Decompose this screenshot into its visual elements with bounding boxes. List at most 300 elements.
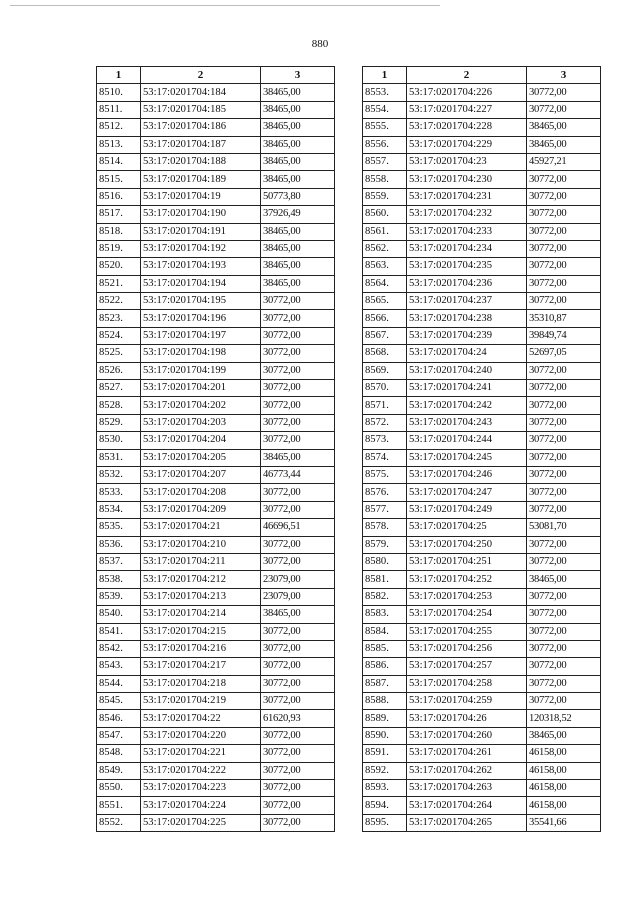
cadastral-value: 30772,00	[261, 380, 335, 397]
row-number: 8548.	[97, 745, 141, 762]
table-header-row	[363, 67, 601, 84]
cadastral-value: 30772,00	[261, 727, 335, 744]
row-number: 8564.	[363, 275, 407, 292]
header-col-1: 1	[363, 67, 407, 84]
table-row	[363, 397, 601, 414]
cadastral-value: 30772,00	[261, 432, 335, 449]
cadastral-value: 30772,00	[527, 258, 601, 275]
table-row	[97, 240, 335, 257]
row-number: 8512.	[97, 119, 141, 136]
table-row	[97, 745, 335, 762]
table-body-right	[363, 84, 601, 832]
header-col-2: 2	[141, 67, 261, 84]
cadastral-value: 30772,00	[261, 658, 335, 675]
table-row	[97, 136, 335, 153]
table-row	[363, 223, 601, 240]
table-row	[363, 327, 601, 344]
row-number: 8545.	[97, 693, 141, 710]
cadastral-value: 30772,00	[261, 310, 335, 327]
row-number: 8562.	[363, 240, 407, 257]
cadastral-value: 38465,00	[261, 275, 335, 292]
cadastral-number: 53:17:0201704:193	[141, 258, 261, 275]
table-row	[97, 432, 335, 449]
cadastral-number: 53:17:0201704:263	[407, 780, 527, 797]
table-row	[97, 449, 335, 466]
table-row	[97, 206, 335, 223]
cadastral-number: 53:17:0201704:218	[141, 675, 261, 692]
row-number: 8556.	[363, 136, 407, 153]
cadastral-value: 46158,00	[527, 762, 601, 779]
table-row	[363, 136, 601, 153]
cadastral-value: 38465,00	[261, 119, 335, 136]
table-row	[363, 275, 601, 292]
cadastral-value: 30772,00	[527, 675, 601, 692]
cadastral-value: 38465,00	[261, 223, 335, 240]
cadastral-value: 38465,00	[261, 240, 335, 257]
table-row	[97, 397, 335, 414]
row-number: 8541.	[97, 623, 141, 640]
cadastral-value: 30772,00	[527, 484, 601, 501]
table-row	[363, 536, 601, 553]
row-number: 8578.	[363, 519, 407, 536]
cadastral-value: 38465,00	[261, 171, 335, 188]
header-col-3: 3	[261, 67, 335, 84]
row-number: 8557.	[363, 153, 407, 170]
row-number: 8566.	[363, 310, 407, 327]
cadastral-value: 30772,00	[261, 623, 335, 640]
table-body-left	[97, 84, 335, 832]
cadastral-number: 53:17:0201704:226	[407, 84, 527, 101]
cadastral-value: 30772,00	[261, 293, 335, 310]
header-col-3: 3	[527, 67, 601, 84]
table-row	[363, 310, 601, 327]
table-row	[97, 101, 335, 118]
row-number: 8542.	[97, 640, 141, 657]
row-number: 8547.	[97, 727, 141, 744]
row-number: 8588.	[363, 693, 407, 710]
cadastral-value: 35541,66	[527, 814, 601, 831]
cadastral-number: 53:17:0201704:211	[141, 553, 261, 570]
row-number: 8582.	[363, 588, 407, 605]
table-row	[363, 380, 601, 397]
cadastral-number: 53:17:0201704:258	[407, 675, 527, 692]
cadastral-value: 30772,00	[261, 780, 335, 797]
row-number: 8510.	[97, 84, 141, 101]
row-number: 8575.	[363, 466, 407, 483]
table-row	[363, 693, 601, 710]
table-row	[97, 188, 335, 205]
cadastral-value: 30772,00	[527, 275, 601, 292]
cadastral-value: 50773,80	[261, 188, 335, 205]
row-number: 8540.	[97, 606, 141, 623]
cadastral-number: 53:17:0201704:217	[141, 658, 261, 675]
cadastral-value: 30772,00	[261, 327, 335, 344]
table-row	[363, 675, 601, 692]
row-number: 8539.	[97, 588, 141, 605]
cadastral-number: 53:17:0201704:203	[141, 414, 261, 431]
cadastral-number: 53:17:0201704:188	[141, 153, 261, 170]
table-row	[97, 571, 335, 588]
cadastral-value: 30772,00	[261, 414, 335, 431]
row-number: 8593.	[363, 780, 407, 797]
row-number: 8551.	[97, 797, 141, 814]
row-number: 8530.	[97, 432, 141, 449]
cadastral-number: 53:17:0201704:235	[407, 258, 527, 275]
cadastral-value: 30772,00	[527, 432, 601, 449]
row-number: 8581.	[363, 571, 407, 588]
cadastral-number: 53:17:0201704:240	[407, 362, 527, 379]
row-number: 8584.	[363, 623, 407, 640]
cadastral-value: 120318,52	[527, 710, 601, 727]
cadastral-number: 53:17:0201704:21	[141, 519, 261, 536]
row-number: 8579.	[363, 536, 407, 553]
table-row	[97, 119, 335, 136]
cadastral-value: 30772,00	[261, 762, 335, 779]
table-row	[97, 675, 335, 692]
cadastral-value: 30772,00	[261, 397, 335, 414]
cadastral-value: 30772,00	[261, 693, 335, 710]
cadastral-number: 53:17:0201704:221	[141, 745, 261, 762]
cadastral-number: 53:17:0201704:238	[407, 310, 527, 327]
cadastral-value: 30772,00	[261, 675, 335, 692]
cadastral-number: 53:17:0201704:259	[407, 693, 527, 710]
cadastral-number: 53:17:0201704:245	[407, 449, 527, 466]
cadastral-value: 46158,00	[527, 797, 601, 814]
table-row	[363, 258, 601, 275]
cadastral-value: 38465,00	[527, 119, 601, 136]
scan-artifact-line	[10, 5, 440, 6]
table-row	[97, 727, 335, 744]
cadastral-number: 53:17:0201704:244	[407, 432, 527, 449]
row-number: 8515.	[97, 171, 141, 188]
table-row	[363, 780, 601, 797]
cadastral-number: 53:17:0201704:216	[141, 640, 261, 657]
table-row	[97, 797, 335, 814]
cadastral-value: 45927,21	[527, 153, 601, 170]
row-number: 8565.	[363, 293, 407, 310]
table-row	[363, 606, 601, 623]
table-row	[97, 171, 335, 188]
row-number: 8573.	[363, 432, 407, 449]
table-row	[363, 345, 601, 362]
cadastral-value: 38465,00	[261, 84, 335, 101]
table-row	[97, 658, 335, 675]
table-row	[97, 762, 335, 779]
cadastral-number: 53:17:0201704:224	[141, 797, 261, 814]
table-row	[363, 240, 601, 257]
cadastral-number: 53:17:0201704:233	[407, 223, 527, 240]
cadastral-value: 30772,00	[527, 501, 601, 518]
cadastral-value: 38465,00	[261, 449, 335, 466]
row-number: 8519.	[97, 240, 141, 257]
table-row	[363, 101, 601, 118]
row-number: 8524.	[97, 327, 141, 344]
table-row	[363, 710, 601, 727]
cadastral-number: 53:17:0201704:184	[141, 84, 261, 101]
table-row	[363, 623, 601, 640]
row-number: 8538.	[97, 571, 141, 588]
cadastral-number: 53:17:0201704:214	[141, 606, 261, 623]
cadastral-number: 53:17:0201704:24	[407, 345, 527, 362]
cadastral-value: 30772,00	[527, 536, 601, 553]
table-row	[363, 449, 601, 466]
cadastral-number: 53:17:0201704:243	[407, 414, 527, 431]
cadastral-number: 53:17:0201704:223	[141, 780, 261, 797]
cadastral-number: 53:17:0201704:25	[407, 519, 527, 536]
cadastral-value: 30772,00	[527, 640, 601, 657]
row-number: 8527.	[97, 380, 141, 397]
cadastral-value: 35310,87	[527, 310, 601, 327]
cadastral-number: 53:17:0201704:191	[141, 223, 261, 240]
row-number: 8549.	[97, 762, 141, 779]
cadastral-value: 52697,05	[527, 345, 601, 362]
table-row	[97, 414, 335, 431]
row-number: 8552.	[97, 814, 141, 831]
cadastral-value: 30772,00	[527, 188, 601, 205]
row-number: 8522.	[97, 293, 141, 310]
cadastral-value: 38465,00	[527, 136, 601, 153]
table-header-row	[97, 67, 335, 84]
cadastral-number: 53:17:0201704:242	[407, 397, 527, 414]
header-col-2: 2	[407, 67, 527, 84]
row-number: 8529.	[97, 414, 141, 431]
row-number: 8516.	[97, 188, 141, 205]
table-row	[97, 275, 335, 292]
cadastral-number: 53:17:0201704:254	[407, 606, 527, 623]
cadastral-value: 30772,00	[527, 693, 601, 710]
cadastral-value: 23079,00	[261, 588, 335, 605]
cadastral-value: 30772,00	[261, 797, 335, 814]
cadastral-value: 23079,00	[261, 571, 335, 588]
cadastral-number: 53:17:0201704:196	[141, 310, 261, 327]
row-number: 8533.	[97, 484, 141, 501]
table-row	[363, 571, 601, 588]
cadastral-value: 30772,00	[527, 414, 601, 431]
cadastral-number: 53:17:0201704:199	[141, 362, 261, 379]
row-number: 8523.	[97, 310, 141, 327]
cadastral-number: 53:17:0201704:239	[407, 327, 527, 344]
row-number: 8558.	[363, 171, 407, 188]
cadastral-value: 30772,00	[261, 501, 335, 518]
table-row	[363, 414, 601, 431]
row-number: 8543.	[97, 658, 141, 675]
cadastral-number: 53:17:0201704:26	[407, 710, 527, 727]
cadastral-number: 53:17:0201704:247	[407, 484, 527, 501]
cadastral-value: 30772,00	[527, 623, 601, 640]
cadastral-value: 30772,00	[527, 380, 601, 397]
cadastral-number: 53:17:0201704:212	[141, 571, 261, 588]
row-number: 8567.	[363, 327, 407, 344]
table-row	[363, 293, 601, 310]
cadastral-number: 53:17:0201704:192	[141, 240, 261, 257]
table-row	[97, 380, 335, 397]
cadastral-number: 53:17:0201704:265	[407, 814, 527, 831]
cadastral-value: 30772,00	[527, 397, 601, 414]
row-number: 8561.	[363, 223, 407, 240]
row-number: 8568.	[363, 345, 407, 362]
cadastral-value: 30772,00	[261, 640, 335, 657]
table-row	[97, 466, 335, 483]
page-number: 880	[311, 38, 329, 50]
cadastral-number: 53:17:0201704:22	[141, 710, 261, 727]
table-row	[363, 501, 601, 518]
table-row	[363, 84, 601, 101]
row-number: 8537.	[97, 553, 141, 570]
row-number: 8594.	[363, 797, 407, 814]
table-row	[97, 640, 335, 657]
row-number: 8574.	[363, 449, 407, 466]
table-row	[97, 710, 335, 727]
cadastral-number: 53:17:0201704:261	[407, 745, 527, 762]
cadastral-value: 30772,00	[527, 362, 601, 379]
cadastral-number: 53:17:0201704:186	[141, 119, 261, 136]
cadastral-value: 37926,49	[261, 206, 335, 223]
table-row	[97, 606, 335, 623]
cadastral-number: 53:17:0201704:241	[407, 380, 527, 397]
row-number: 8550.	[97, 780, 141, 797]
cadastral-number: 53:17:0201704:202	[141, 397, 261, 414]
row-number: 8590.	[363, 727, 407, 744]
cadastral-number: 53:17:0201704:204	[141, 432, 261, 449]
cadastral-value: 38465,00	[261, 258, 335, 275]
cadastral-number: 53:17:0201704:249	[407, 501, 527, 518]
table-row	[97, 327, 335, 344]
cadastral-value: 38465,00	[261, 153, 335, 170]
cadastral-value: 38465,00	[527, 727, 601, 744]
cadastral-value: 30772,00	[527, 606, 601, 623]
row-number: 8532.	[97, 466, 141, 483]
cadastral-value: 30772,00	[261, 345, 335, 362]
table-row	[363, 466, 601, 483]
table-row	[363, 553, 601, 570]
cadastral-value: 30772,00	[527, 240, 601, 257]
row-number: 8531.	[97, 449, 141, 466]
cadastral-value: 30772,00	[527, 84, 601, 101]
table-row	[97, 153, 335, 170]
cadastral-value: 30772,00	[527, 101, 601, 118]
table-row	[97, 84, 335, 101]
row-number: 8525.	[97, 345, 141, 362]
cadastral-value: 53081,70	[527, 519, 601, 536]
table-row	[363, 206, 601, 223]
cadastral-value: 30772,00	[527, 449, 601, 466]
table-row	[363, 119, 601, 136]
row-number: 8555.	[363, 119, 407, 136]
row-number: 8511.	[97, 101, 141, 118]
cadastral-value: 38465,00	[261, 136, 335, 153]
cadastral-number: 53:17:0201704:237	[407, 293, 527, 310]
cadastral-table-left	[96, 66, 335, 832]
row-number: 8528.	[97, 397, 141, 414]
cadastral-number: 53:17:0201704:253	[407, 588, 527, 605]
cadastral-value: 30772,00	[527, 588, 601, 605]
row-number: 8591.	[363, 745, 407, 762]
cadastral-number: 53:17:0201704:209	[141, 501, 261, 518]
table-row	[97, 814, 335, 831]
row-number: 8595.	[363, 814, 407, 831]
table-row	[97, 501, 335, 518]
cadastral-number: 53:17:0201704:251	[407, 553, 527, 570]
cadastral-number: 53:17:0201704:187	[141, 136, 261, 153]
table-row	[97, 310, 335, 327]
row-number: 8563.	[363, 258, 407, 275]
cadastral-number: 53:17:0201704:222	[141, 762, 261, 779]
row-number: 8546.	[97, 710, 141, 727]
cadastral-number: 53:17:0201704:252	[407, 571, 527, 588]
cadastral-value: 38465,00	[261, 606, 335, 623]
cadastral-number: 53:17:0201704:185	[141, 101, 261, 118]
cadastral-value: 30772,00	[261, 814, 335, 831]
header-col-1: 1	[97, 67, 141, 84]
row-number: 8518.	[97, 223, 141, 240]
cadastral-number: 53:17:0201704:264	[407, 797, 527, 814]
cadastral-value: 30772,00	[527, 553, 601, 570]
row-number: 8526.	[97, 362, 141, 379]
cadastral-value: 61620,93	[261, 710, 335, 727]
row-number: 8513.	[97, 136, 141, 153]
table-row	[363, 762, 601, 779]
table-row	[97, 693, 335, 710]
cadastral-table-right	[362, 66, 601, 832]
cadastral-number: 53:17:0201704:260	[407, 727, 527, 744]
row-number: 8587.	[363, 675, 407, 692]
row-number: 8570.	[363, 380, 407, 397]
cadastral-value: 30772,00	[527, 206, 601, 223]
cadastral-number: 53:17:0201704:230	[407, 171, 527, 188]
cadastral-value: 30772,00	[261, 745, 335, 762]
row-number: 8577.	[363, 501, 407, 518]
table-row	[363, 484, 601, 501]
cadastral-value: 30772,00	[261, 536, 335, 553]
cadastral-value: 30772,00	[261, 553, 335, 570]
row-number: 8571.	[363, 397, 407, 414]
cadastral-value: 46696,51	[261, 519, 335, 536]
cadastral-value: 30772,00	[527, 223, 601, 240]
row-number: 8569.	[363, 362, 407, 379]
cadastral-number: 53:17:0201704:262	[407, 762, 527, 779]
table-row	[363, 432, 601, 449]
table-row	[363, 171, 601, 188]
row-number: 8576.	[363, 484, 407, 501]
table-row	[363, 727, 601, 744]
table-row	[363, 188, 601, 205]
cadastral-value: 30772,00	[527, 293, 601, 310]
row-number: 8589.	[363, 710, 407, 727]
row-number: 8554.	[363, 101, 407, 118]
table-row	[97, 293, 335, 310]
cadastral-number: 53:17:0201704:208	[141, 484, 261, 501]
table-row	[363, 814, 601, 831]
table-row	[363, 745, 601, 762]
table-row	[97, 345, 335, 362]
table-row	[363, 153, 601, 170]
table-row	[97, 223, 335, 240]
cadastral-value: 30772,00	[527, 466, 601, 483]
table-row	[97, 258, 335, 275]
cadastral-number: 53:17:0201704:225	[141, 814, 261, 831]
cadastral-number: 53:17:0201704:215	[141, 623, 261, 640]
cadastral-value: 30772,00	[261, 362, 335, 379]
cadastral-value: 38465,00	[261, 101, 335, 118]
table-row	[363, 640, 601, 657]
table-row	[97, 484, 335, 501]
cadastral-number: 53:17:0201704:219	[141, 693, 261, 710]
cadastral-number: 53:17:0201704:189	[141, 171, 261, 188]
cadastral-value: 39849,74	[527, 327, 601, 344]
row-number: 8517.	[97, 206, 141, 223]
table-row	[363, 658, 601, 675]
cadastral-number: 53:17:0201704:23	[407, 153, 527, 170]
